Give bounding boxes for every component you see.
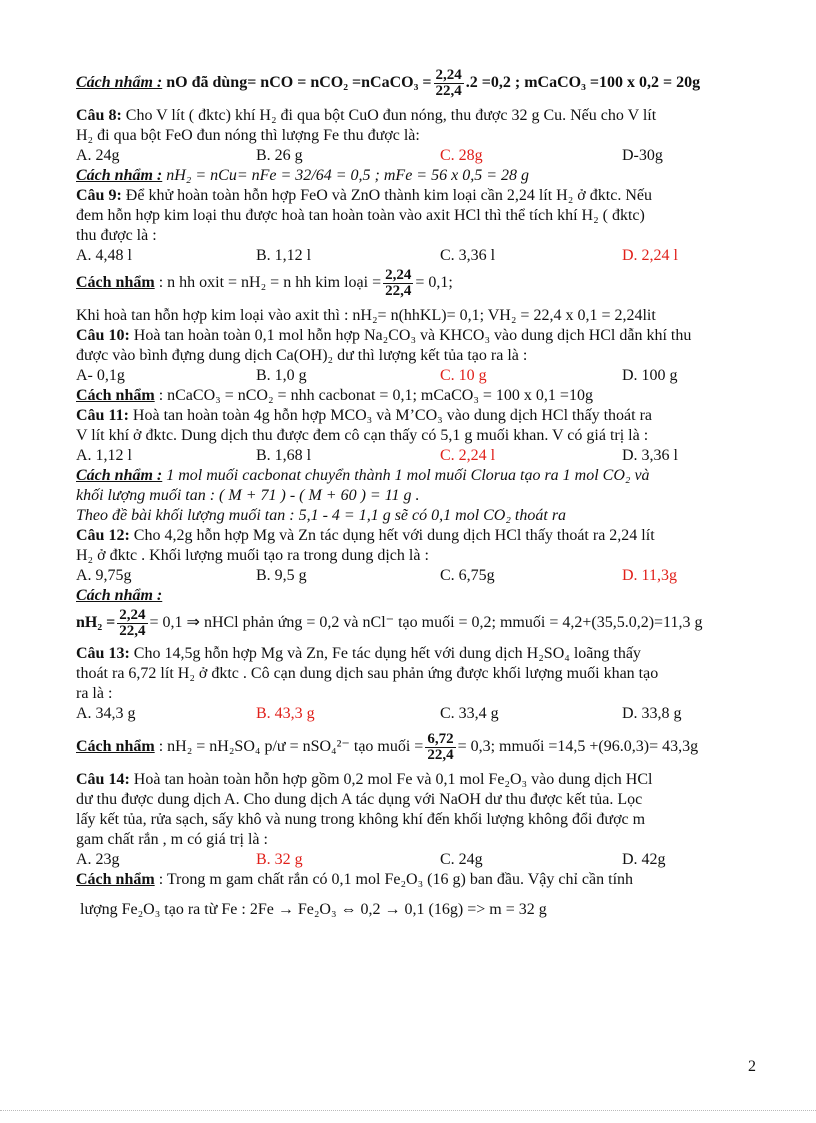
- formula-rest: .2 =0,2 ; mCaCO₃ =100 x 0,2 = 20g: [465, 74, 701, 91]
- option-a: A. 9,75g: [76, 567, 132, 584]
- option-b: B. 1,0 g: [256, 367, 307, 384]
- option-a: A. 23g: [76, 851, 120, 868]
- option-d: D. 33,8 g: [622, 705, 682, 722]
- fraction: $\frac{2,24}{22,4}$: [385, 266, 412, 299]
- option-d: D-30g: [622, 147, 663, 164]
- q12-text: Câu 12: Cho 4,2g hỗn hợp Mg và Zn tác dụng hết với dung dịch HCl thấy thoát ra 2,24 lít: [76, 527, 655, 544]
- option-d: D. 2,24 l: [622, 247, 678, 264]
- option-c: C. 33,4 g: [440, 705, 499, 722]
- formula: nO đã dùng= nCO = nCO₂ =nCaCO₃ =: [166, 74, 432, 91]
- q13-hint: Cách nhẩm : nH₂ = nH₂SO₄ p/ư = nSO₄²⁻ tạo muối = $\frac{6,72}{22,4}$ = 0,3; mmuối =14,5 +(96.0,3)= 43,3g: [76, 730, 699, 763]
- q13-text3: ra là :: [76, 685, 113, 702]
- option-b: B. 1,68 l: [256, 447, 312, 464]
- option-b: B. 9,5 g: [256, 567, 307, 584]
- page-number: 2: [748, 1058, 756, 1075]
- q14-options: [76, 850, 762, 870]
- q8-text: Câu 8: Cho V lít ( đktc) khí H₂ đi qua bột CuO đun nóng, thu được 32 g Cu. Nếu cho V lít: [76, 107, 657, 124]
- q10-hint: Cách nhẩm : nCaCO₃ = nCO₂ = nhh cacbonat = 0,1; mCaCO₃ = 100 x 0,1 =10g: [76, 387, 593, 404]
- q11-hint3: Theo đề bài khối lượng muối tan : 5,1 - 4 = 1,1 g sẽ có 0,1 mol CO₂ thoát ra: [76, 507, 567, 524]
- q12-hint-label: Cách nhẩm :: [76, 587, 163, 604]
- q14-text2: dư thu được dung dịch A. Cho dung dịch A tác dụng với NaOH dư thu được kết tủa. Lọc: [76, 791, 643, 808]
- q10-text2: được vào bình đựng dung dịch Ca(OH)₂ dư thì lượng kết tủa tạo ra là :: [76, 347, 528, 364]
- option-c: C. 28g: [440, 147, 483, 164]
- q14-hint2: lượng Fe₂O₃ tạo ra từ Fe : 2Fe → Fe₂O₃ ⇔ 0,2 → 0,1 (16g) => m = 32 g: [80, 901, 547, 918]
- hint-label: Cách nhẩm :: [76, 74, 163, 91]
- option-b: B. 26 g: [256, 147, 303, 164]
- option-c: C. 3,36 l: [440, 247, 496, 264]
- fraction: $\frac{6,72}{22,4}$: [427, 730, 454, 763]
- q14-text3: lấy kết tủa, rửa sạch, sấy khô và nung trong không khí đến khối lượng không đổi được m: [76, 811, 646, 828]
- q14-text: Câu 14: Hoà tan hoàn toàn hỗn hợp gồm 0,2 mol Fe và 0,1 mol Fe₂O₃ vào dung dịch HCl: [76, 771, 653, 788]
- option-a: A. 24g: [76, 147, 120, 164]
- q12-options: [76, 566, 762, 586]
- q11-text: Câu 11: Hoà tan hoàn toàn 4g hỗn hợp MCO₃ và M’CO₃ vào dung dịch HCl thấy thoát ra: [76, 407, 652, 424]
- fraction: $\frac{2,24}{22,4}$: [435, 66, 462, 99]
- q12-text2: H₂ ở đktc . Khối lượng muối tạo ra trong dung dịch là :: [76, 547, 429, 564]
- l1-line: [76, 66, 762, 100]
- q10-options: [76, 366, 762, 386]
- q9-hint: Cách nhẩm : n hh oxit = nH₂ = n hh kim loại = $\frac{2,24}{22,4}$ = 0,1;: [76, 266, 453, 299]
- option-b: B. 1,12 l: [256, 247, 312, 264]
- q11-hint: Cách nhẩm : 1 mol muối cacbonat chuyển thành 1 mol muối Clorua tạo ra 1 mol CO₂ và: [76, 467, 650, 484]
- option-d: D. 3,36 l: [622, 447, 678, 464]
- option-a: A. 4,48 l: [76, 247, 132, 264]
- option-c: C. 2,24 l: [440, 447, 496, 464]
- option-a: A- 0,1g: [76, 367, 125, 384]
- q11-hint2: khối lượng muối tan : ( M + 71 ) - ( M + 60 ) = 11 g .: [76, 487, 420, 504]
- option-c: C. 6,75g: [440, 567, 495, 584]
- q9-text3: thu được là :: [76, 227, 157, 244]
- option-d: D. 11,3g: [622, 567, 677, 584]
- q9-hint2: Khi hoà tan hỗn hợp kim loại vào axit thì : nH₂= n(hhKL)= 0,1; VH₂ = 22,4 x 0,1 = 2,24lit: [76, 307, 656, 324]
- page-content: [76, 66, 762, 920]
- q9-options: [76, 246, 762, 266]
- q14-text4: gam chất rắn , m có giá trị là :: [76, 831, 268, 848]
- q12-formula: nH₂ = $\frac{2,24}{22,4}$ = 0,1 ⇒ nHCl phản ứng = 0,2 và nCl⁻ tạo muối = 0,2; mmuối = 4,2+(35,5.0,2)=11,3 g: [76, 606, 703, 639]
- q10-text: Câu 10: Hoà tan hoàn toàn 0,1 mol hỗn hợp Na₂CO₃ và KHCO₃ vào dung dịch HCl dẫn khí thu: [76, 327, 692, 344]
- q14-hint: Cách nhẩm : Trong m gam chất rắn có 0,1 mol Fe₂O₃ (16 g) ban đầu. Vậy chỉ cần tính: [76, 871, 634, 888]
- q13-text2: thoát ra 6,72 lít H₂ ở đktc . Cô cạn dung dịch sau phản ứng được khối lượng muối khan tạo: [76, 665, 659, 682]
- option-d: D. 100 g: [622, 367, 678, 384]
- option-a: A. 34,3 g: [76, 705, 136, 722]
- option-c: C. 10 g: [440, 367, 487, 384]
- q13-text: Câu 13: Cho 14,5g hỗn hợp Mg và Zn, Fe tác dụng hết với dung dịch H₂SO₄ loãng thấy: [76, 645, 641, 662]
- option-d: D. 42g: [622, 851, 666, 868]
- option-c: C. 24g: [440, 851, 483, 868]
- q9-text: Câu 9: Để khử hoàn toàn hỗn hợp FeO và ZnO thành kim loại cần 2,24 lít H₂ ở đktc. Nếu: [76, 187, 652, 204]
- q11-options: [76, 446, 762, 466]
- page-divider: [0, 1110, 816, 1111]
- q8-hint: Cách nhẩm : nH₂ = nCu= nFe = 32/64 = 0,5 ; mFe = 56 x 0,5 = 28 g: [76, 167, 529, 184]
- q8-text2: H₂ đi qua bột FeO đun nóng thì lượng Fe thu được là:: [76, 127, 420, 144]
- q9-text2: đem hỗn hợp kim loại thu được hoà tan hoàn toàn vào axit HCl thì thể tích khí H₂ ( đktc): [76, 207, 645, 224]
- option-b: B. 43,3 g: [256, 705, 315, 722]
- option-a: A. 1,12 l: [76, 447, 132, 464]
- q13-options: [76, 704, 762, 724]
- fraction: $\frac{2,24}{22,4}$: [119, 606, 146, 639]
- q11-text2: V lít khí ở đktc. Dung dịch thu được đem cô cạn thấy có 5,1 g muối khan. V có giá trị là :: [76, 427, 649, 444]
- option-b: B. 32 g: [256, 851, 303, 868]
- q8-options: [76, 146, 762, 166]
